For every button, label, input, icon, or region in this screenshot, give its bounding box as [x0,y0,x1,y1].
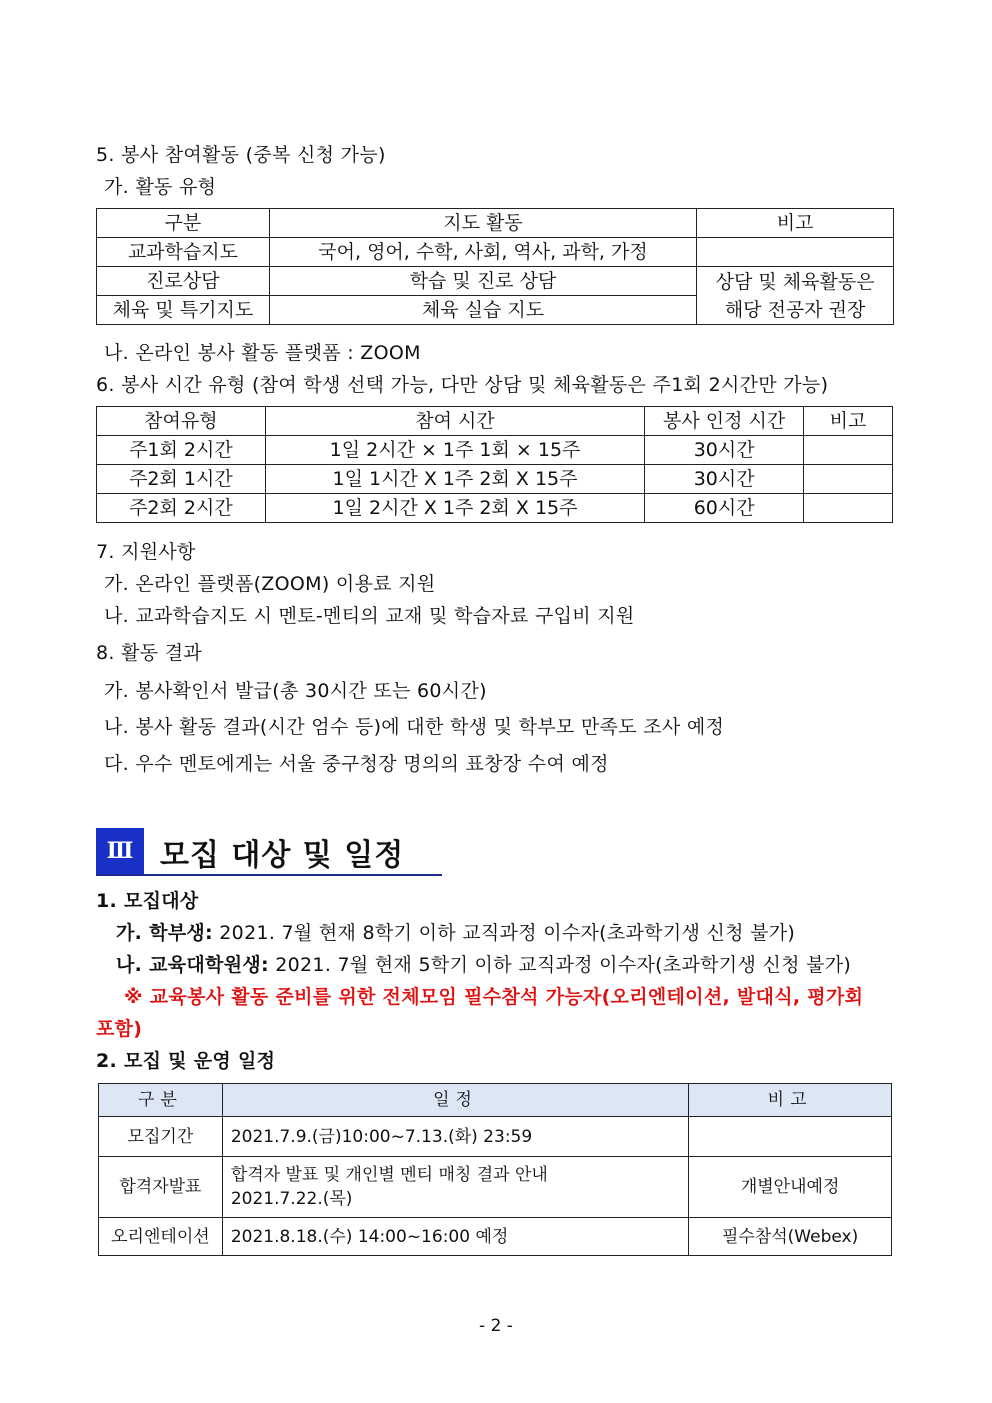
table-cell: 국어, 영어, 수학, 사회, 역사, 과학, 가정 [269,238,696,267]
table-row [99,1117,892,1157]
table-cell: 1일 2시간 × 1주 1회 × 15주 [265,436,644,465]
table-cell: 2021.7.9.(금)10:00~7.13.(화) 23:59 [222,1117,688,1157]
section-number-badge: Ⅲ [96,828,144,874]
recruit-note-continued: 포함) [96,1018,143,1040]
section-5-item-a: 가. 활동 유형 [104,176,217,198]
table-cell [222,1157,688,1218]
table-cell: 모집기간 [99,1117,223,1157]
table-row [97,267,894,296]
table-cell: 30시간 [645,436,804,465]
table-cell [804,436,893,465]
table-cell: 학습 및 진로 상담 [269,267,696,296]
section-3-title: 모집 대상 및 일정 [160,838,405,873]
table-cell: 2021.8.18.(수) 14:00~16:00 예정 [222,1218,688,1256]
table-cell: 오리엔테이션 [99,1218,223,1256]
recruit-item-a-label: 가. 학부생: [116,922,213,944]
table-cell: 진로상담 [97,267,270,296]
table-header: 참여 시간 [265,407,644,436]
table-cell: 1일 1시간 X 1주 2회 X 15주 [265,465,644,494]
table-cell: 주2회 1시간 [97,465,266,494]
table-header: 구분 [99,1084,223,1117]
table-cell: 주1회 2시간 [97,436,266,465]
table-header: 비고 [804,407,893,436]
table-header: 비고 [697,209,894,238]
table-cell: 개별안내예정 [689,1157,892,1218]
note-line: 상담 및 체육활동은 [715,270,875,293]
section-8-title: 8. 활동 결과 [96,642,203,664]
table-cell [804,465,893,494]
table-cell: 주2회 2시간 [97,494,266,523]
recruit-item-b-text: 2021. 7월 현재 5학기 이하 교직과정 이수자(초과학기생 신청 불가) [268,954,852,976]
table-cell: 1일 2시간 X 1주 2회 X 15주 [265,494,644,523]
table-cell: 체육 실습 지도 [269,296,696,325]
table-row [99,1218,892,1256]
table-note-cell [697,267,894,325]
section-5-item-b: 나. 온라인 봉사 활동 플랫폼 : ZOOM [104,342,421,364]
table-header: 구분 [97,209,270,238]
section-7-title: 7. 지원사항 [96,541,196,563]
table-row [97,465,893,494]
schedule-line: 2021.7.22.(목) [230,1189,353,1209]
note-line: 해당 전공자 권장 [724,298,866,321]
schedule-table [98,1083,892,1256]
table-header: 지도 활동 [269,209,696,238]
section-7-item-a: 가. 온라인 플랫폼(ZOOM) 이용료 지원 [104,573,436,595]
section-8-item-c: 다. 우수 멘토에게는 서울 중구청장 명의의 표창장 수여 예정 [104,753,609,775]
recruit-note: ※ 교육봉사 활동 준비를 위한 전체모임 필수참석 가능자(오리엔테이션, 발대식, 평가회 [124,986,864,1008]
recruit-title: 1. 모집대상 [96,890,199,912]
table-row [99,1157,892,1218]
table-header: 참여유형 [97,407,266,436]
table-cell: 체육 및 특기지도 [97,296,270,325]
table-header: 봉사 인정 시간 [645,407,804,436]
section-3-heading [96,828,442,876]
table-header: 일정 [222,1084,688,1117]
table-header: 비고 [689,1084,892,1117]
section-5-title: 5. 봉사 참여활동 (중복 신청 가능) [96,144,386,166]
table-cell [689,1117,892,1157]
recruit-item-b-label: 나. 교육대학원생: [116,954,269,976]
table-cell: 30시간 [645,465,804,494]
section-8-item-b: 나. 봉사 활동 결과(시간 엄수 등)에 대한 학생 및 학부모 만족도 조사 예정 [104,716,725,738]
volunteer-hours-table [96,406,893,523]
recruit-item-a [116,918,795,945]
section-7-item-b: 나. 교과학습지도 시 멘토-멘티의 교재 및 학습자료 구입비 지원 [104,605,635,627]
recruit-item-b [116,950,851,977]
table-cell [804,494,893,523]
table-cell: 교과학습지도 [97,238,270,267]
schedule-title: 2. 모집 및 운영 일정 [96,1050,276,1072]
activity-type-table [96,208,894,325]
schedule-line: 합격자 발표 및 개인별 멘티 매칭 결과 안내 [230,1165,548,1185]
recruit-item-a-text: 2021. 7월 현재 8학기 이하 교직과정 이수자(초과학기생 신청 불가) [212,922,796,944]
section-8-item-a: 가. 봉사확인서 발급(총 30시간 또는 60시간) [104,680,487,702]
table-cell: 60시간 [645,494,804,523]
table-cell: 필수참석(Webex) [689,1218,892,1256]
table-cell: 합격자발표 [99,1157,223,1218]
page-number: - 2 - [479,1316,513,1336]
table-row [97,494,893,523]
section-6-title: 6. 봉사 시간 유형 (참여 학생 선택 가능, 다만 상담 및 체육활동은 주1회 2시간만 가능) [96,374,829,396]
table-row [97,238,894,267]
table-cell [697,238,894,267]
table-row [97,436,893,465]
